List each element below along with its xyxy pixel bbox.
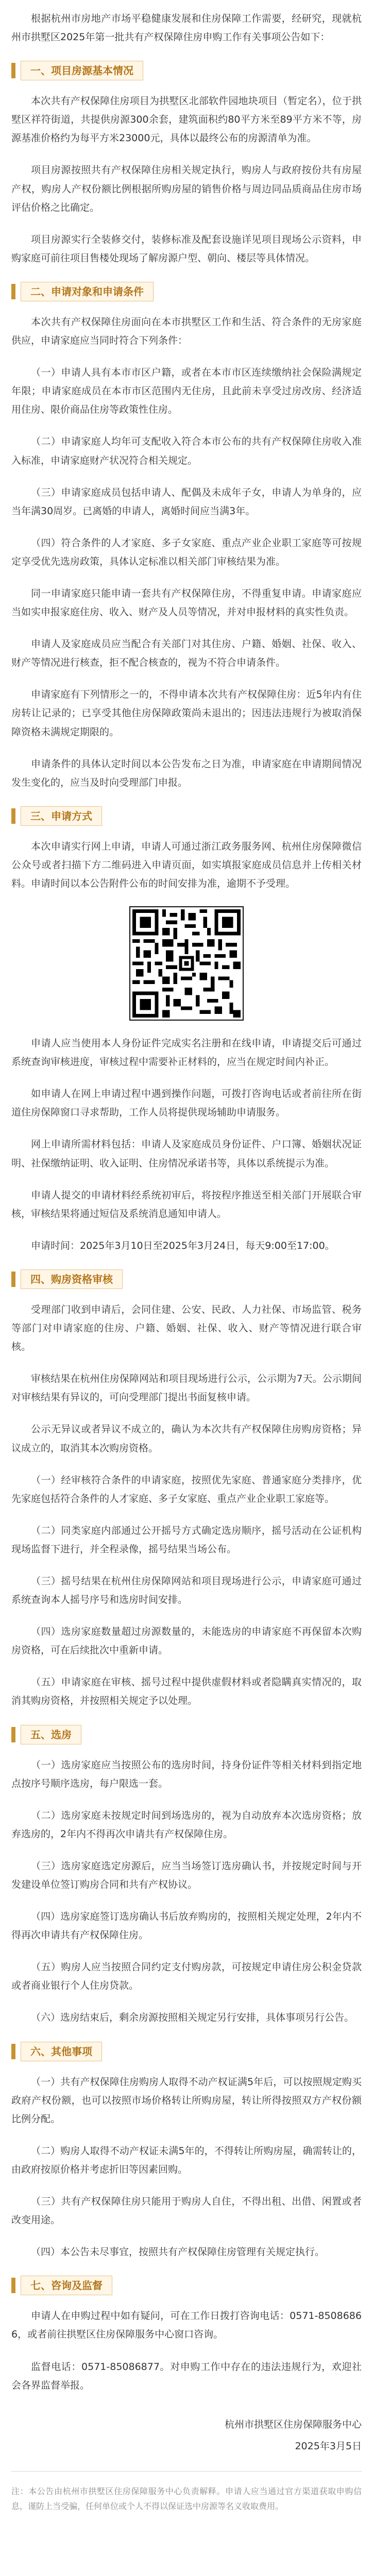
paragraph: （五）购房人应当按照合同约定支付购房款，可按规定申请住房公积金贷款或者商业银行个人住房贷款。 <box>11 1961 362 1992</box>
section-title: 五、选房 <box>21 1725 81 1744</box>
footnote: 注：本公告由杭州市拱墅区住房保障服务中心负责解释。申请人应当通过官方渠道获取申购信息，谨防上当受骗，任何单位或个人不得以保证选中房源等名义收取费用。 <box>11 2486 362 2511</box>
paragraph: 监督电话：0571-85086877。对申购工作中存在的违法违规行为，欢迎社会各界监督举报。 <box>11 2361 362 2391</box>
section-title: 七、咨询及监督 <box>21 2276 112 2295</box>
section-header-4 <box>11 1269 362 1289</box>
paragraph: （三）选房家庭选定房源后，应当当场签订选房确认书，并按规定时间与开发建设单位签订购房合同和共有产权协议。 <box>11 1860 362 1890</box>
paragraph: 本次申请实行网上申请，申请人可通过浙江政务服务网、杭州住房保障微信公众号或者扫描下方二维码进入申请页面，如实填报家庭成员信息并上传相关材料。申请时间以本公告附件公布的时间安排为准，逾期不予受理。 <box>11 840 362 889</box>
paragraph: （二）购房人取得不动产权证未满5年的，不得转让所购房屋，确需转让的，由政府按原价格并考虑折旧等因素回购。 <box>11 2145 362 2175</box>
paragraph: 受理部门收到申请后，会同住建、公安、民政、人力社保、市场监管、税务等部门对申请家庭的住房、户籍、婚姻、社保、收入、财产等情况进行联合审核。 <box>11 1303 362 1353</box>
signature-org: 杭州市拱墅区住房保障服务中心 <box>224 2418 362 2430</box>
section-marker-icon <box>11 808 15 824</box>
section-title: 六、其他事项 <box>21 2042 102 2061</box>
divider <box>11 2471 362 2472</box>
paragraph: 申请条件的具体认定时间以本公告发布之日为准，申请家庭在申请期间情况发生变化的，应当及时向受理部门申报。 <box>11 758 362 788</box>
section-marker-icon <box>11 284 15 299</box>
paragraph: （三）申请家庭成员包括申请人、配偶及未成年子女，申请人为单身的，应当年满30周岁。已离婚的申请人，离婚时间应当满3年。 <box>11 486 362 517</box>
paragraph: 申请人及家庭成员应当配合有关部门对其住房、户籍、婚姻、社保、收入、财产等情况进行核查，拒不配合核查的，视为不符合申请条件。 <box>11 638 362 669</box>
paragraph: 本次共有产权保障住房项目为拱墅区北部软件园地块项目（暂定名），位于拱墅区祥符街道，共提供房源300余套，建筑面积约80平方米至89平方米不等，房源基准价格约为每平方米23000元，具体以最终公布的房源清单为准。 <box>11 95 362 144</box>
signature-date: 2025年3月5日 <box>295 2440 362 2452</box>
paragraph: 申请家庭有下列情形之一的，不得申请本次共有产权保障住房：近5年内有住房转让记录的；已享受其他住房保障政策尚未退出的；因违法违规行为被取消保障资格未满规定期限的。 <box>11 689 362 738</box>
section-header-1 <box>11 61 362 80</box>
section-title: 一、项目房源基本情况 <box>21 61 143 80</box>
paragraph: （六）选房结束后，剩余房源按照相关规定另行安排，具体事项另行公告。 <box>31 2012 354 2024</box>
section-header-6 <box>11 2042 362 2061</box>
paragraph: （三）共有产权保障住房只能用于购房人自住，不得出租、出借、闲置或者改变用途。 <box>11 2196 362 2226</box>
paragraph: 公示无异议或者异议不成立的，确认为本次共有产权保障住房购房资格；异议成立的，取消其本次购房资格。 <box>11 1423 362 1454</box>
paragraph: 项目房源实行全装修交付，装修标准及配套设施详见项目现场公示资料，申购家庭可前往项目售楼处现场了解房源户型、朝向、楼层等具体情况。 <box>11 233 362 264</box>
section-title: 三、申请方式 <box>21 806 102 826</box>
paragraph: （四）本公告未尽事宜，按照共有产权保障住房管理有关规定执行。 <box>31 2246 325 2258</box>
section-header-7 <box>11 2276 362 2295</box>
intro-paragraph: 根据杭州市房地产市场平稳健康发展和住房保障工作需要，经研究，现就杭州市拱墅区2025年第一批共有产权保障住房申购工作有关事项公告如下： <box>11 13 362 43</box>
application-time: 申请时间：2025年3月10日至2025年3月24日，每天9:00至17:00。 <box>31 1240 335 1251</box>
qr-code-icon <box>132 909 241 1018</box>
paragraph: （一）选房家庭应当按照公布的选房时间，持身份证件等相关材料到指定地点按序号顺序选房，每户限选一套。 <box>11 1759 362 1789</box>
paragraph: （四）选房家庭数量超过房源数量的，未能选房的申请家庭不再保留本次购房资格，可在后续批次中重新申请。 <box>11 1626 362 1656</box>
section-header-3 <box>11 806 362 826</box>
paragraph: 本次共有产权保障住房面向在本市拱墅区工作和生活、符合条件的无房家庭供应，申请家庭应当同时符合下列条件： <box>11 316 362 347</box>
section-marker-icon <box>11 2278 15 2293</box>
section-marker-icon <box>11 1727 15 1742</box>
paragraph: （一）共有产权保障住房购房人取得不动产权证满5年后，可以按照规定购买政府产权份额，也可以按照市场价格转让所购房屋，转让所得按照双方产权份额比例分配。 <box>11 2076 362 2125</box>
section-marker-icon <box>11 63 15 78</box>
paragraph: 如申请人在网上申请过程中遇到操作问题，可拨打咨询电话或者前往所在街道住房保障窗口寻求帮助，工作人员将提供现场辅助申请服务。 <box>11 1088 362 1118</box>
paragraph: 审核结果在杭州住房保障网站和项目现场进行公示，公示期为7天。公示期间对审核结果有异议的，可向受理部门提出书面复核申请。 <box>11 1373 362 1403</box>
section-marker-icon <box>11 2044 15 2059</box>
paragraph: （一）申请人具有本市市区户籍，或者在本市市区连续缴纳社会保险满规定年限；申请家庭成员在本市市区范围内无住房，且此前未享受过房改房、经济适用住房、限价商品住房等政策性住房。 <box>11 367 362 416</box>
paragraph: 同一申请家庭只能申请一套共有产权保障住房，不得重复申请。申请家庭应当如实申报家庭住房、收入、财产及人员等情况，并对申报材料的真实性负责。 <box>11 587 362 618</box>
paragraph: 申请人在申购过程中如有疑问，可在工作日拨打咨询电话：0571-85086866，或者前往拱墅区住房保障服务中心窗口咨询。 <box>11 2310 362 2341</box>
paragraph: （四）选房家庭签订选房确认书后放弃购房的，按照相关规定处理，2年内不得再次申请共有产权保障住房。 <box>11 1911 362 1941</box>
section-title: 四、购房资格审核 <box>21 1269 123 1289</box>
paragraph: （三）摇号结果在杭州住房保障网站和项目现场进行公示，申请家庭可通过系统查询本人摇号序号和选房时间安排。 <box>11 1575 362 1606</box>
section-marker-icon <box>11 1272 15 1287</box>
section-header-2 <box>11 282 362 301</box>
paragraph: 项目房源按照共有产权保障住房相关规定执行，购房人与政府按份共有房屋产权，购房人产权份额比例根据所购房屋的销售价格与周边同品质商品住房市场评估价格之比确定。 <box>11 164 362 213</box>
paragraph: （五）申请家庭在审核、摇号过程中提供虚假材料或者隐瞒真实情况的，取消其购房资格，并按照相关规定予以处理。 <box>11 1676 362 1707</box>
paragraph: 申请人提交的申请材料经系统初审后，将按程序推送至相关部门开展联合审核，审核结果将通过短信及系统消息通知申请人。 <box>11 1189 362 1219</box>
paragraph: （二）选房家庭未按规定时间到场选房的，视为自动放弃本次选房资格；放弃选房的，2年内不得再次申请共有产权保障住房。 <box>11 1809 362 1840</box>
qr-code[interactable] <box>129 906 244 1021</box>
paragraph: （二）同类家庭内部通过公开摇号方式确定选房顺序，摇号活动在公证机构现场监督下进行，并全程录像，摇号结果当场公布。 <box>11 1524 362 1555</box>
section-title: 二、申请对象和申请条件 <box>21 282 154 301</box>
paragraph: 网上申请所需材料包括：申请人及家庭成员身份证件、户口簿、婚姻状况证明、社保缴纳证明、收入证明、住房情况承诺书等，具体以系统提示为准。 <box>11 1139 362 1169</box>
qr-code-block <box>11 906 362 1021</box>
section-header-5 <box>11 1725 362 1744</box>
paragraph: （一）经审核符合条件的申请家庭，按照优先家庭、普通家庭分类排序，优先家庭包括符合条件的人才家庭、多子女家庭、重点产业企业职工家庭等。 <box>11 1474 362 1504</box>
paragraph: （四）符合条件的人才家庭、多子女家庭、重点产业企业职工家庭等可按规定享受优先选房政策，具体认定标准以相关部门审核结果为准。 <box>11 537 362 567</box>
paragraph: （二）申请家庭人均年可支配收入符合本市公布的共有产权保障住房收入准入标准，申请家庭财产状况符合相关规定。 <box>11 436 362 466</box>
paragraph: 申请人应当使用本人身份证件完成实名注册和在线申请，申请提交后可通过系统查询审核进度，审核过程中需要补正材料的，应当在规定时间内补正。 <box>11 1038 362 1068</box>
